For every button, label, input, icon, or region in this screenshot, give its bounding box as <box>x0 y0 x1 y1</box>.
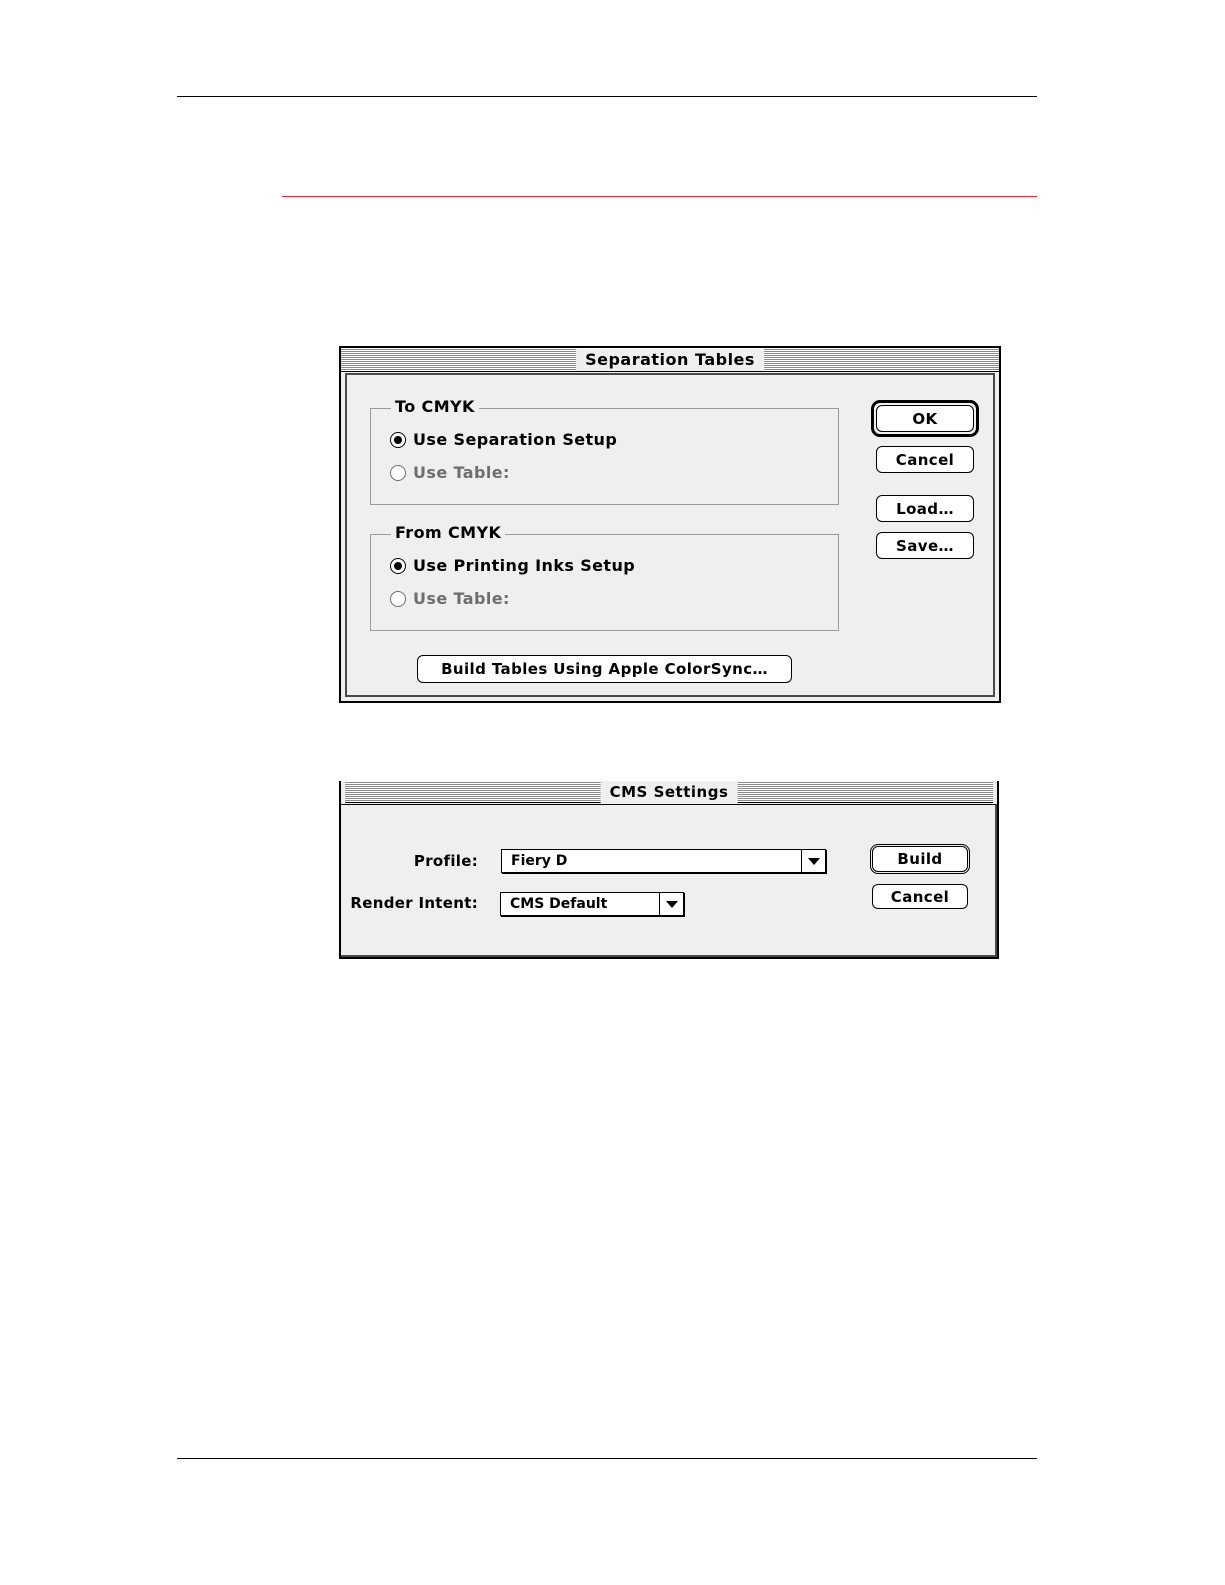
cms-settings-content <box>341 804 997 957</box>
render-intent-label: Render Intent: <box>350 894 478 912</box>
save-button[interactable]: Save… <box>876 532 974 559</box>
cms-settings-titlebar[interactable] <box>345 781 993 803</box>
radio-label: Use Table: <box>413 463 510 482</box>
section-rule <box>282 196 1037 197</box>
footer-rule <box>177 1458 1037 1459</box>
radio-unselected-icon[interactable] <box>390 465 406 481</box>
from-cmyk-use-printing-inks-setup-radio[interactable] <box>390 556 635 575</box>
separation-tables-content <box>345 373 995 697</box>
chevron-down-icon[interactable] <box>659 893 683 915</box>
cms-settings-dialog <box>339 781 999 959</box>
radio-label: Use Printing Inks Setup <box>413 556 636 575</box>
radio-label: Use Separation Setup <box>413 430 618 449</box>
build-button[interactable]: Build <box>872 846 968 872</box>
profile-popup[interactable] <box>501 849 826 873</box>
render-intent-popup[interactable] <box>500 892 684 916</box>
radio-selected-icon[interactable] <box>390 432 406 448</box>
to-cmyk-legend: To CMYK <box>391 397 479 416</box>
to-cmyk-use-table-radio[interactable] <box>390 463 510 482</box>
to-cmyk-group <box>370 397 839 505</box>
cancel-button[interactable]: Cancel <box>872 884 968 909</box>
radio-selected-icon[interactable] <box>390 558 406 574</box>
from-cmyk-group <box>370 523 839 631</box>
radio-unselected-icon[interactable] <box>390 591 406 607</box>
dialog-title: Separation Tables <box>576 349 764 371</box>
load-button[interactable]: Load… <box>876 495 974 522</box>
cancel-button[interactable]: Cancel <box>876 446 974 473</box>
ok-button[interactable]: OK <box>876 405 974 432</box>
profile-value: Fiery D <box>511 853 568 869</box>
radio-label: Use Table: <box>413 589 510 608</box>
to-cmyk-use-separation-setup-radio[interactable] <box>390 430 617 449</box>
separation-tables-dialog <box>339 346 1001 703</box>
build-tables-colorsync-button[interactable]: Build Tables Using Apple ColorSync… <box>417 655 792 683</box>
header-rule <box>177 96 1037 97</box>
separation-tables-titlebar[interactable] <box>341 348 999 372</box>
render-intent-value: CMS Default <box>510 896 608 912</box>
dialog-title: CMS Settings <box>601 781 738 803</box>
profile-label: Profile: <box>413 852 478 870</box>
from-cmyk-legend: From CMYK <box>391 523 505 542</box>
from-cmyk-use-table-radio[interactable] <box>390 589 510 608</box>
chevron-down-icon[interactable] <box>801 850 825 872</box>
